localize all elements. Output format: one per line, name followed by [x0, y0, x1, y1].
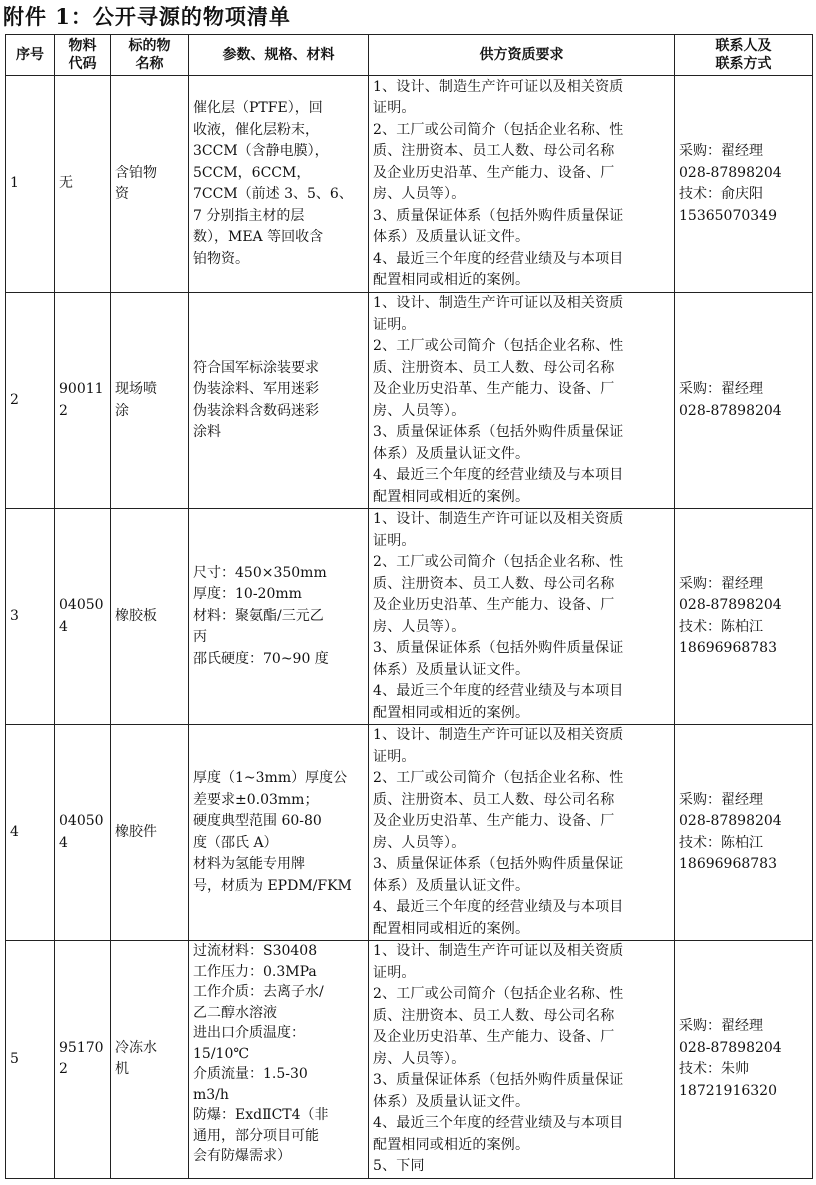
cell-requirements [369, 293, 675, 509]
cell-line: 防爆：ExdⅡCT4（非 [193, 1107, 329, 1123]
cell-line: 冷冻水 [115, 1039, 157, 1056]
cell-line: 4、最近三个年度的经营业绩及与本项目 [373, 1115, 624, 1131]
cell-line: 及企业历史沿革、生产能力、设备、厂 [373, 597, 615, 613]
cell-line: 2 [59, 402, 68, 419]
cell-line: 资 [115, 186, 129, 202]
cell-line: 配置相同或相近的案例。 [373, 488, 530, 505]
cell-line: 房、人员等）。 [373, 618, 466, 635]
cell-line: 4、最近三个年度的经营业绩及与本项目 [373, 683, 624, 699]
cell-line: 04050 [59, 597, 104, 613]
cell-line: 15/10℃ [193, 1045, 250, 1062]
cell-line: 涂 [115, 402, 129, 419]
cell-index: 1 [6, 76, 55, 293]
cell-line: 房、人员等）。 [373, 1050, 466, 1067]
cell-line: 及企业历史沿革、生产能力、设备、厂 [373, 1029, 615, 1045]
cell-line: 配置相同或相近的案例。 [373, 704, 530, 721]
cell-code [55, 293, 111, 509]
cell-spec [189, 509, 369, 725]
cell-line: 材料为氢能专用牌 [193, 856, 305, 872]
cell-line: 3、质量保证体系（包括外购件质量保证 [373, 424, 624, 440]
cell-line: 度（邵氏 A） [193, 834, 278, 851]
header-req: 供方资质要求 [369, 35, 675, 76]
cell-code [55, 725, 111, 941]
cell-line: 体系）及质量认证文件。 [373, 445, 530, 462]
cell-line: 现场喷 [115, 381, 157, 397]
table-row [6, 725, 813, 941]
cell-line: 18721916320 [679, 1082, 777, 1099]
cell-line: 证明。 [373, 100, 416, 116]
cell-line: 符合国军标涂装要求 [193, 359, 319, 376]
cell-line: 3、质量保证体系（包括外购件质量保证 [373, 640, 624, 656]
cell-line: 90011 [59, 381, 104, 397]
cell-line: 数），MEA 等回收含 [193, 229, 324, 245]
cell-line: 房、人员等）。 [373, 834, 466, 851]
cell-line: 4 [59, 618, 68, 635]
cell-line: 3、质量保证体系（包括外购件质量保证 [373, 207, 624, 224]
cell-line: 95170 [59, 1039, 104, 1056]
cell-line: 3、质量保证体系（包括外购件质量保证 [373, 856, 624, 872]
cell-line: 04050 [59, 813, 104, 829]
cell-line: 邵氏硬度：70~90 度 [193, 650, 329, 667]
cell-name [111, 76, 189, 293]
cell-line: 及企业历史沿革、生产能力、设备、厂 [373, 813, 615, 829]
table-row [6, 293, 813, 509]
cell-line: 3CCM（含静电膜）， [193, 143, 329, 159]
cell-line: 伪装涂料、军用迷彩 [193, 381, 319, 397]
cell-index: 3 [6, 509, 55, 725]
cell-name [111, 509, 189, 725]
cell-line: 无 [59, 175, 73, 192]
cell-line: 硬度典型范围 60-80 [193, 813, 322, 829]
header-name: 标的物 名称 [111, 35, 189, 76]
cell-line: 5CCM，6CCM， [193, 164, 311, 181]
cell-line: 采购：翟经理 [679, 1018, 763, 1035]
cell-line: 4、最近三个年度的经营业绩及与本项目 [373, 899, 624, 915]
cell-line: 028-87898204 [679, 402, 782, 419]
cell-line: 028-87898204 [679, 164, 782, 181]
cell-contact [675, 725, 813, 941]
cell-line: 橡胶件 [115, 823, 157, 840]
table-row [6, 76, 813, 293]
cell-line: 2、工厂或公司简介（包括企业名称、性 [373, 121, 624, 138]
cell-line: 厚度（1~3mm）厚度公 [193, 770, 348, 786]
cell-line: 工作压力：0.3MPa [193, 963, 317, 980]
cell-line: 采购：翟经理 [679, 791, 763, 808]
cell-line: 028-87898204 [679, 813, 782, 829]
cell-line: 工作介质：去离子水/ [193, 984, 324, 1000]
cell-code [55, 941, 111, 1179]
cell-line: 证明。 [373, 532, 416, 549]
cell-line: 质、注册资本、员工人数、母公司名称 [373, 359, 615, 376]
cell-line: 体系）及质量认证文件。 [373, 1093, 530, 1110]
cell-line: 配置相同或相近的案例。 [373, 1136, 530, 1153]
cell-line: 质、注册资本、员工人数、母公司名称 [373, 791, 615, 808]
cell-contact [675, 509, 813, 725]
cell-line: 体系）及质量认证文件。 [373, 877, 530, 894]
cell-name [111, 941, 189, 1179]
cell-line: 介质流量：1.5-30 [193, 1066, 308, 1082]
cell-line: 1、设计、制造生产许可证以及相关资质 [373, 78, 624, 95]
header-spec: 参数、规格、材料 [189, 35, 369, 76]
cell-line: 技术：朱帅 [679, 1061, 749, 1078]
cell-line: 质、注册资本、员工人数、母公司名称 [373, 1007, 615, 1024]
cell-line: 1、设计、制造生产许可证以及相关资质 [373, 943, 624, 959]
header-contact: 联系人及 联系方式 [675, 35, 813, 76]
cell-line: m3/h [193, 1086, 229, 1103]
cell-line: 质、注册资本、员工人数、母公司名称 [373, 575, 615, 592]
cell-line: 证明。 [373, 316, 416, 333]
cell-line: 机 [115, 1061, 129, 1078]
cell-index: 4 [6, 725, 55, 941]
cell-line: 尺寸：450×350mm [193, 564, 327, 581]
cell-line: 2 [59, 1061, 68, 1078]
cell-requirements [369, 509, 675, 725]
cell-line: 铂物资。 [193, 250, 249, 267]
cell-line: 028-87898204 [679, 1039, 782, 1056]
cell-line: 2、工厂或公司简介（包括企业名称、性 [373, 770, 624, 786]
sourcing-table [5, 34, 813, 1179]
cell-line: 及企业历史沿革、生产能力、设备、厂 [373, 164, 615, 181]
cell-line: 乙二醇水溶液 [193, 1004, 277, 1021]
cell-line: 采购：翟经理 [679, 575, 763, 592]
cell-line: 1、设计、制造生产许可证以及相关资质 [373, 295, 624, 311]
cell-line: 差要求±0.03mm； [193, 791, 319, 808]
cell-requirements [369, 76, 675, 293]
cell-spec [189, 941, 369, 1179]
cell-line: 配置相同或相近的案例。 [373, 920, 530, 937]
cell-line: 采购：翟经理 [679, 381, 763, 397]
cell-line: 技术：陈柏江 [679, 618, 763, 635]
cell-requirements [369, 941, 675, 1179]
cell-spec [189, 725, 369, 941]
page-title: 附件 1：公开寻源的物项清单 [3, 4, 291, 29]
cell-contact [675, 941, 813, 1179]
cell-line: 体系）及质量认证文件。 [373, 229, 530, 245]
cell-line: 房、人员等）。 [373, 186, 466, 202]
cell-contact [675, 293, 813, 509]
cell-line: 证明。 [373, 748, 416, 765]
cell-line: 18696968783 [679, 856, 777, 872]
cell-line: 2、工厂或公司简介（包括企业名称、性 [373, 986, 624, 1002]
cell-line: 028-87898204 [679, 597, 782, 613]
cell-line: 1、设计、制造生产许可证以及相关资质 [373, 511, 624, 527]
cell-line: 催化层（PTFE），回 [193, 100, 323, 116]
cell-line: 过流材料：S30408 [193, 943, 318, 959]
cell-line: 会有防爆需求） [193, 1148, 291, 1164]
cell-line: 15365070349 [679, 207, 777, 224]
cell-contact [675, 76, 813, 293]
cell-line: 号，材质为 EPDM/FKM [193, 877, 352, 894]
cell-line: 4、最近三个年度的经营业绩及与本项目 [373, 250, 624, 267]
cell-line: 18696968783 [679, 640, 777, 656]
cell-line: 进出口介质温度： [193, 1025, 305, 1041]
table-row [6, 941, 813, 1179]
cell-line: 及企业历史沿革、生产能力、设备、厂 [373, 381, 615, 397]
cell-line: 含铂物 [115, 164, 157, 181]
cell-line: 材料：聚氨酯/三元乙 [193, 607, 324, 624]
cell-requirements [369, 725, 675, 941]
header-code: 物料 代码 [55, 35, 111, 76]
cell-line: 7CCM（前述 3、5、6、 [193, 186, 353, 202]
cell-line: 证明。 [373, 964, 416, 981]
cell-line: 配置相同或相近的案例。 [373, 272, 530, 288]
cell-line: 体系）及质量认证文件。 [373, 661, 530, 678]
cell-line: 厚度：10-20mm [193, 586, 302, 603]
cell-line: 通用，部分项目可能 [193, 1127, 319, 1144]
cell-line: 技术：俞庆阳 [679, 186, 763, 202]
cell-line: 质、注册资本、员工人数、母公司名称 [373, 143, 615, 159]
table-header-row [6, 35, 813, 76]
cell-index: 5 [6, 941, 55, 1179]
cell-name [111, 725, 189, 941]
cell-line: 3、质量保证体系（包括外购件质量保证 [373, 1072, 624, 1088]
cell-line: 伪装涂料含数码迷彩 [193, 402, 319, 419]
cell-name [111, 293, 189, 509]
cell-line: 收液，催化层粉末， [193, 121, 319, 138]
cell-line: 采购：翟经理 [679, 143, 763, 159]
cell-line: 4 [59, 834, 68, 851]
cell-line: 5、下同 [373, 1158, 425, 1174]
header-index: 序号 [6, 35, 55, 76]
cell-code [55, 76, 111, 293]
cell-line: 丙 [193, 629, 207, 646]
cell-spec [189, 293, 369, 509]
cell-line: 涂料 [193, 424, 221, 440]
cell-line: 4、最近三个年度的经营业绩及与本项目 [373, 467, 624, 483]
cell-index: 2 [6, 293, 55, 509]
cell-line: 2、工厂或公司简介（包括企业名称、性 [373, 554, 624, 570]
cell-line: 1、设计、制造生产许可证以及相关资质 [373, 727, 624, 743]
cell-line: 2、工厂或公司简介（包括企业名称、性 [373, 338, 624, 354]
table-row [6, 509, 813, 725]
cell-code [55, 509, 111, 725]
cell-line: 橡胶板 [115, 607, 157, 624]
cell-line: 房、人员等）。 [373, 402, 466, 419]
cell-line: 7 分别指主材的层 [193, 207, 305, 224]
cell-line: 技术：陈柏江 [679, 834, 763, 851]
cell-spec [189, 76, 369, 293]
